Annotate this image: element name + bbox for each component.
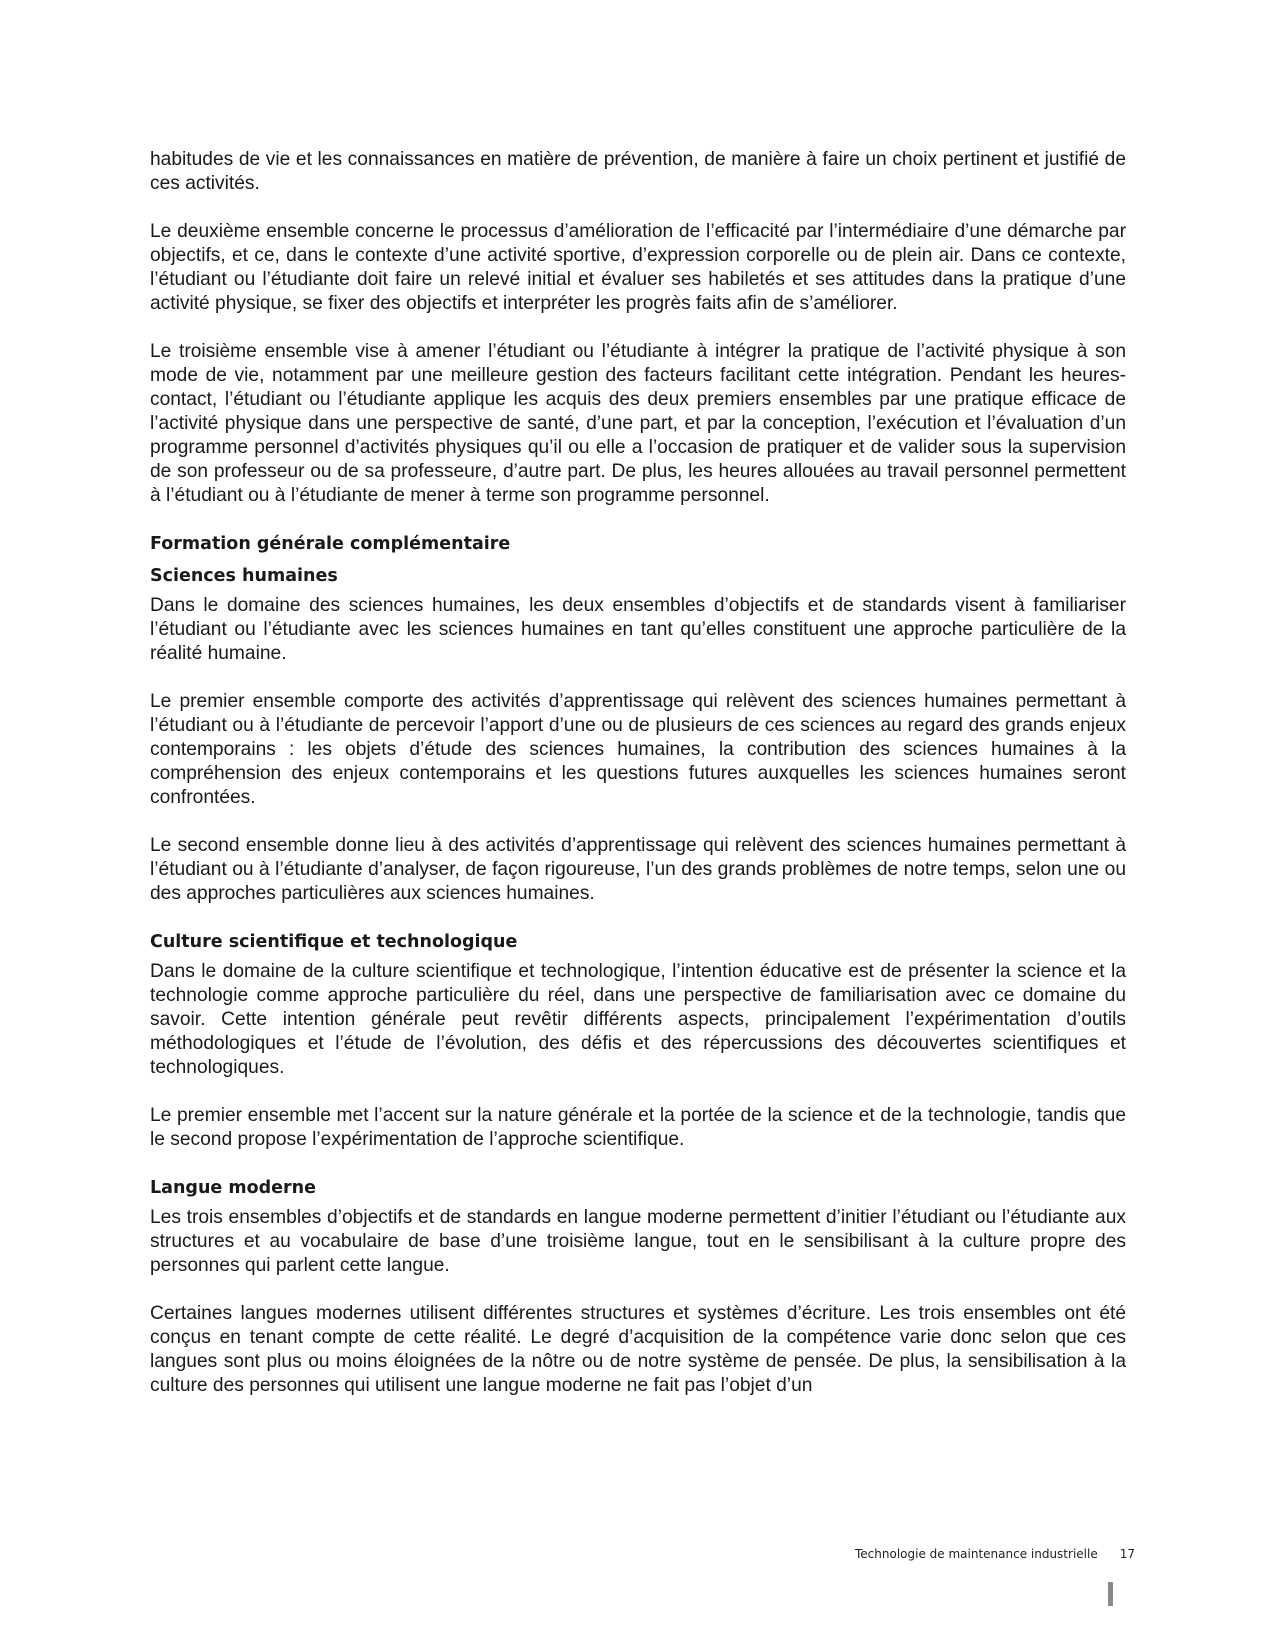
paragraph-langue-moderne-1: Les trois ensembles d’objectifs et de standards en langue moderne permettent d’initier l’étudiant ou l’étudiante aux structures et au vocabulaire de base d’une troisième langue, tout en le sensibilisant à la culture propre des personnes qui parlent cette langue. bbox=[150, 1207, 1126, 1276]
section-heading-langue-moderne: Langue moderne bbox=[150, 1178, 316, 1198]
paragraph-intro-2: Le deuxième ensemble concerne le processus d’amélioration de l’efficacité par l’intermédiaire d’une démarche par objectifs, et ce, dans le contexte d’une activité sportive, d’expression corporelle ou de plein air. Dans ce contexte, l’étudiant ou l’étudiante doit faire un relevé initial et évaluer ses habiletés et ses attitudes dans la pratique d’une activité physique, se fixer des objectifs et interpréter les progrès faits afin de s’améliorer. bbox=[150, 221, 1126, 314]
paragraph-intro-3: Le troisième ensemble vise à amener l’étudiant ou l’étudiante à intégrer la pratique de l’activité physique à son mode de vie, notamment par une meilleure gestion des facteurs facilitant cette intégration. Pendant les heures-contact, l’étudiant ou l’étudiante applique les acquis des deux premiers ensembles par une pratique efficace de l’activité physique dans une perspective de santé, d’une part, et par la conception, l’exécution et l’évaluation d’un programme personnel d’activités physiques qu’il ou elle a l’occasion de pratiquer et de valider sous la supervision de son professeur ou de sa professeure, d’autre part. De plus, les heures allouées au travail personnel permettent à l’étudiant ou à l’étudiante de mener à terme son programme personnel. bbox=[150, 341, 1126, 506]
section-heading-formation: Formation générale complémentaire bbox=[150, 534, 511, 554]
paragraph-sciences-humaines-2: Le premier ensemble comporte des activités d’apprentissage qui relèvent des sciences humaines permettant à l’étudiant ou à l’étudiante de percevoir l’apport d’une ou de plusieurs de ces sciences au regard des grands enjeux contemporains : les objets d’étude des sciences humaines, la contribution des sciences humaines à la compréhension des enjeux contemporains et les questions futures auxquelles les sciences humaines seront confrontées. bbox=[150, 691, 1126, 808]
paragraph-sciences-humaines-1: Dans le domaine des sciences humaines, les deux ensembles d’objectifs et de standards visent à familiariser l’étudiant ou l’étudiante avec les sciences humaines en tant qu’elles constituent une approche particulière de la réalité humaine. bbox=[150, 595, 1126, 664]
paragraph-culture-scientifique-1: Dans le domaine de la culture scientifique et technologique, l’intention éducative est de présenter la science et la technologie comme approche particulière du réel, dans une perspective de familiarisation avec ce domaine du savoir. Cette intention générale peut revêtir différents aspects, principalement l’expérimentation d’outils méthodologiques et l’étude de l’évolution, des défis et des répercussions des découvertes scientifiques et technologiques. bbox=[150, 961, 1126, 1078]
paragraph-sciences-humaines-3: Le second ensemble donne lieu à des activités d’apprentissage qui relèvent des sciences humaines permettant à l’étudiant ou à l’étudiante d’analyser, de façon rigoureuse, l’un des grands problèmes de notre temps, selon une ou des approches particulières aux sciences humaines. bbox=[150, 835, 1126, 904]
footer-marker-bar bbox=[1108, 1582, 1113, 1606]
section-heading-culture-scientifique: Culture scientifique et technologique bbox=[150, 932, 518, 952]
footer-program-title: Technologie de maintenance industrielle bbox=[855, 1547, 1098, 1561]
paragraph-culture-scientifique-2: Le premier ensemble met l’accent sur la nature générale et la portée de la science et de la technologie, tandis que le second propose l’expérimentation de l’approche scientifique. bbox=[150, 1105, 1126, 1150]
paragraph-intro-1: habitudes de vie et les connaissances en matière de prévention, de manière à faire un choix pertinent et justifié de ces activités. bbox=[150, 149, 1126, 194]
document-body bbox=[150, 148, 1126, 1422]
footer-page-number: 17 bbox=[1119, 1547, 1135, 1561]
paragraph-langue-moderne-2: Certaines langues modernes utilisent différentes structures et systèmes d’écriture. Les trois ensembles ont été conçus en tenant compte de cette réalité. Le degré d’acquisition de la compétence varie donc selon que ces langues sont plus ou moins éloignées de la nôtre ou de notre système de pensée. De plus, la sensibilisation à la culture des personnes qui utilisent une langue moderne ne fait pas l’objet d’un bbox=[150, 1303, 1126, 1396]
page-footer bbox=[855, 1547, 1135, 1561]
section-heading-sciences-humaines: Sciences humaines bbox=[150, 566, 338, 586]
